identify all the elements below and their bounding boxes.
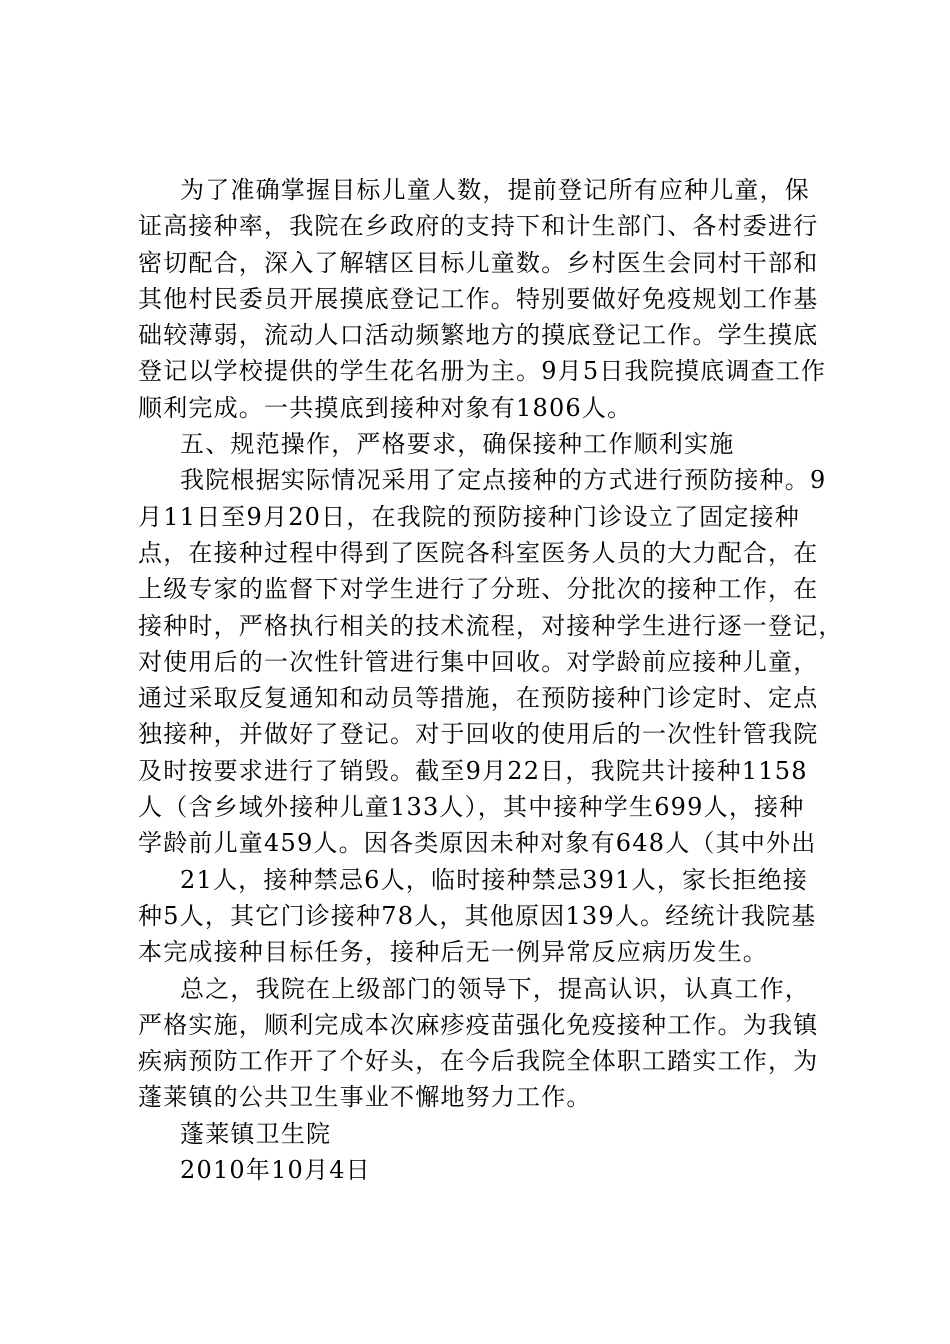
paragraph-3-line-4: 蓬莱镇的公共卫生事业不懈地努力工作。: [138, 1083, 592, 1112]
paragraph-2-line-4: 上级专家的监督下对学生进行了分班、分批次的接种工作，在: [138, 575, 819, 604]
signature-organization: 蓬莱镇卫生院: [180, 1119, 332, 1148]
section-heading-5: 五、规范操作，严格要求，确保接种工作顺利实施: [180, 430, 735, 459]
paragraph-2-line-7: 通过采取反复通知和动员等措施，在预防接种门诊定时、定点: [138, 684, 819, 713]
paragraph-2-line-9: 及时按要求进行了销毁。截至9月22日，我院共计接种1158: [138, 756, 808, 785]
paragraph-2-line-12: 21人，接种禁忌6人，临时接种禁忌391人，家长拒绝接: [180, 865, 809, 894]
paragraph-2-line-10: 人（含乡域外接种儿童133人），其中接种学生699人，接种: [138, 793, 805, 822]
paragraph-2-line-5: 接种时，严格执行相关的技术流程，对接种学生进行逐一登记，: [138, 611, 844, 640]
paragraph-1-line-7: 顺利完成。一共摸底到接种对象有1806人。: [138, 393, 633, 422]
paragraph-2-line-8: 独接种，并做好了登记。对于回收的使用后的一次性针管我院: [138, 720, 819, 749]
paragraph-2-line-3: 点，在接种过程中得到了医院各科室医务人员的大力配合，在: [138, 538, 819, 567]
paragraph-1-line-4: 其他村民委员开展摸底登记工作。特别要做好免疫规划工作基: [138, 284, 819, 313]
paragraph-2-line-6: 对使用后的一次性针管进行集中回收。对学龄前应接种儿童，: [138, 647, 819, 676]
paragraph-3-line-2: 严格实施，顺利完成本次麻疹疫苗强化免疫接种工作。为我镇: [138, 1010, 819, 1039]
paragraph-1-line-1: 为了准确掌握目标儿童人数，提前登记所有应种儿童，保: [180, 176, 810, 204]
paragraph-2-line-2: 月11日至9月20日，在我院的预防接种门诊设立了固定接种: [138, 502, 800, 531]
paragraph-1-line-3: 密切配合，深入了解辖区目标儿童数。乡村医生会同村干部和: [138, 248, 819, 277]
paragraph-2-line-13: 种5人，其它门诊接种78人，其他原因139人。经统计我院基: [138, 901, 817, 930]
paragraph-3-line-3: 疾病预防工作开了个好头，在今后我院全体职工踏实工作，为: [138, 1047, 819, 1076]
paragraph-2-line-1: 我院根据实际情况采用了定点接种的方式进行预防接种。9: [180, 466, 827, 495]
paragraph-1-line-5: 础较薄弱，流动人口活动频繁地方的摸底登记工作。学生摸底: [138, 321, 819, 350]
document-body: [138, 172, 844, 1188]
paragraph-1-line-6: 登记以学校提供的学生花名册为主。9月5日我院摸底调查工作: [138, 357, 827, 386]
paragraph-2-line-14: 本完成接种目标任务，接种后无一例异常反应病历发生。: [138, 938, 768, 967]
signature-date: 2010年10月4日: [180, 1156, 371, 1185]
paragraph-3-line-1: 总之，我院在上级部门的领导下，提高认识，认真工作，: [180, 974, 810, 1003]
paragraph-1-line-2: 证高接种率，我院在乡政府的支持下和计生部门、各村委进行: [138, 212, 819, 241]
paragraph-2-line-11: 学龄前儿童459人。因各类原因未种对象有648人（其中外出: [138, 829, 817, 858]
